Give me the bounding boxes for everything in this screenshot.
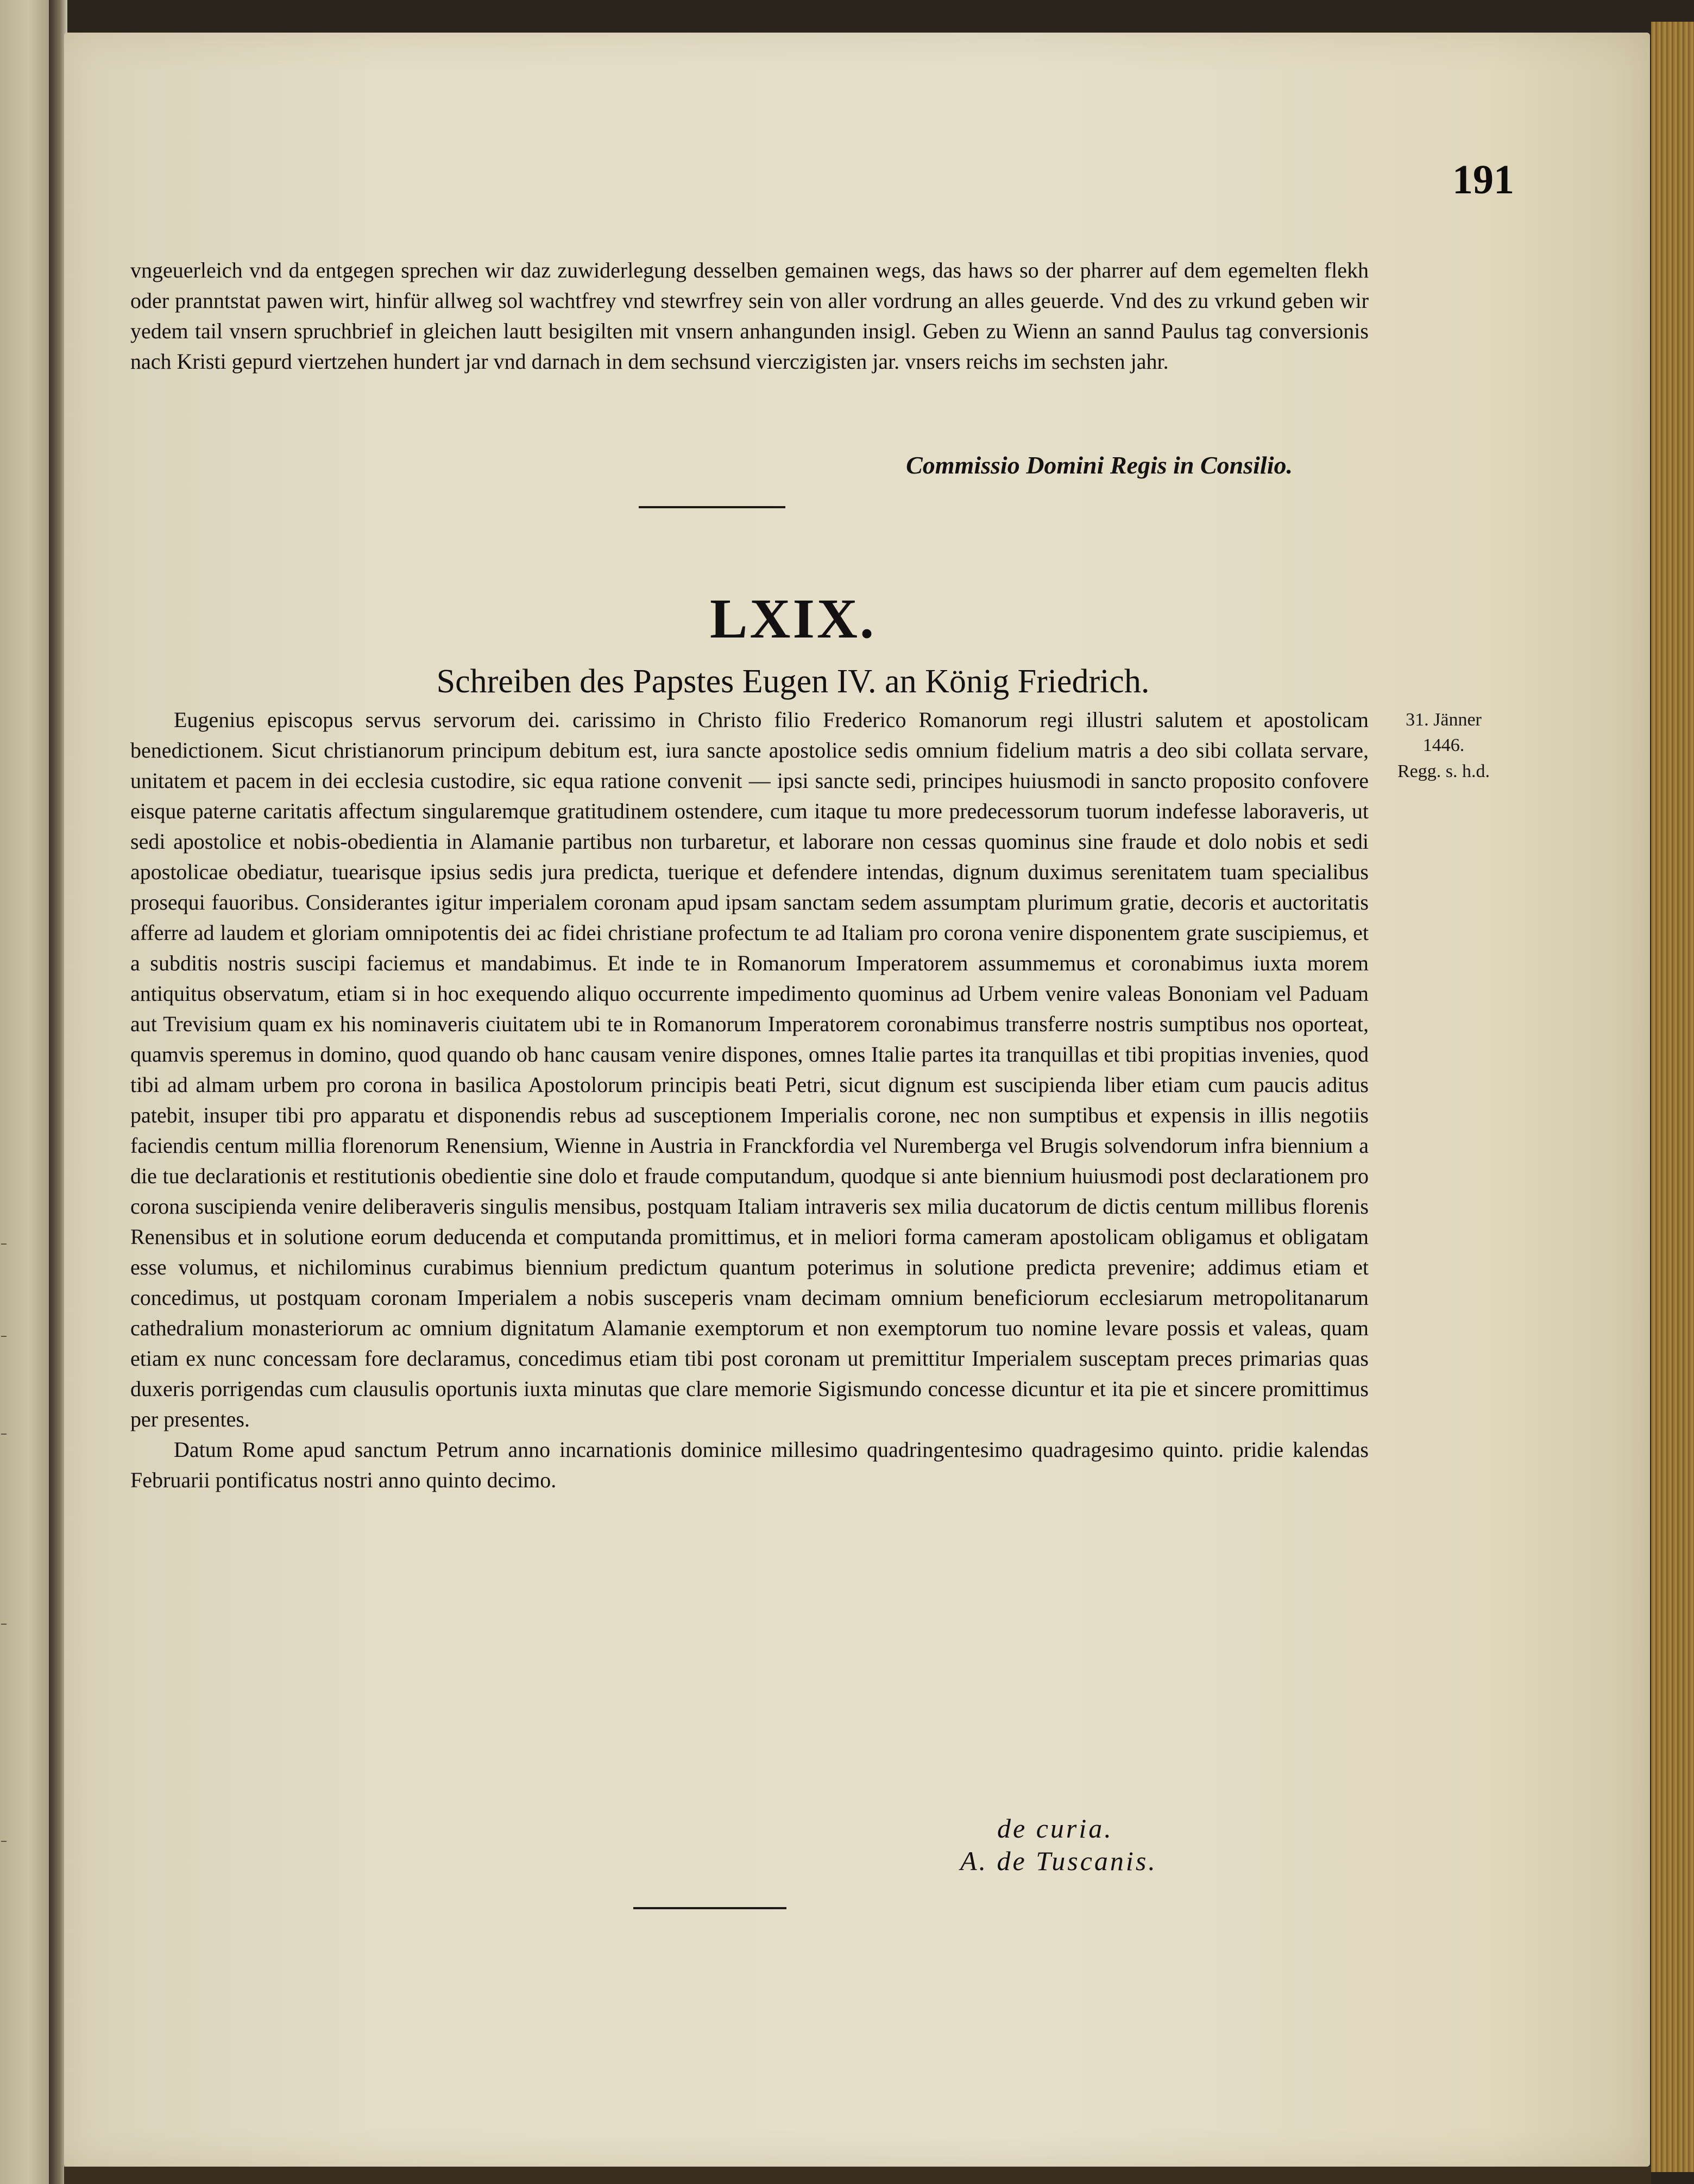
signature-name: A. de Tuscanis. — [960, 1846, 1157, 1876]
edge-mark — [1, 1244, 7, 1245]
page-stack-edge — [1651, 22, 1694, 2172]
margin-source: Regg. s. h.d. — [1397, 761, 1490, 781]
letter-dating: Datum Rome apud sanctum Petrum anno incarnationis dominice millesimo quadringentesimo quadragesimo quinto. pridie kalendas Februarii pontificatus nostri anno quinto decimo. — [130, 1437, 1369, 1492]
edge-mark — [1, 1841, 7, 1842]
page-number: 191 — [1452, 157, 1514, 203]
continuation-paragraph: vngeuerleich vnd da entgegen sprechen wir daz zuwiderlegung desselben gemainen wegs, das haws so der pharrer auf dem egemelten flekh oder pranntstat pawen wirt, hinfür allweg sol wachtfrey vnd stewrfrey sein von aller vordrung an alles geuerde. Vnd des zu vrkund geben wir yedem tail vnsern spruchbrief in gleichen lautt besigilten mit vnsern anhangunden insigl. Geben zu Wienn an sannd Paulus tag conversionis nach Kristi gepurd viertzehen hundert jar vnd darnach in dem sechsund vierczigisten jar. vnsers reichs im sechsten jahr. — [130, 258, 1369, 374]
section-divider-bottom — [633, 1907, 786, 1909]
edge-mark — [1, 1336, 7, 1337]
margin-year: 1446. — [1422, 735, 1465, 755]
letter-body: Eugenius episcopus servus servorum dei. carissimo in Christo filio Frederico Romanorum regi illustri salutem et apostolicam benedictionem. Sicut christianorum principum debitum est, iura sancte apostolice sedis omnium fidelium matris a deo sibi collata servare, unitatem et pacem in dei ecclesia custodire, sic equa ratione convenit — ipsi sancte sedi, principes huiusmodi in sancto proposito confovere eisque paterne caritatis affectum singularemque gratitudinem ostendere, cum itaque tu more predecessorum tuorum indefesse laboraveris, ut sedi apostolice et nobis-obedientia in Alamanie partibus non turbaretur, et laborare non cessas quominus sine fraude et dolo nobis et sedi apostolicae obediatur, tuearisque ipsius sedis jura predicta, tuerique et defendere intendas, dignum duximus serenitatem tuam specialibus prosequi fauoribus. Considerantes igitur imperialem coronam apud ipsam sanctam sedem assumptam plurimum gratie, decoris et auctoritatis afferre ad laudem et gloriam omnipotentis dei ac fidei christiane profectum te ad Italiam pro corona venire disponentem grate suscipiemus, et a subditis nostris suscipi faciemus et mandabimus. Et inde te in Romanorum Imperatorem assummemus et coronabimus iuxta morem antiquitus observatum, etiam si in hoc exequendo aliquo occurrente impedimento quominus ad Urbem venire valeas Bononiam vel Paduam aut Trevisium quam ex his nominaveris ciuitatem ubi te in Romanorum Imperatorem coronabimus transferre nostris sumptibus nos oporteat, quamvis speremus in domino, quod quando ob hanc causam venire dispones, omnes Italie partes ita tranquillas et tibi propitias invenies, quod tibi ad almam urbem pro corona in basilica Apostolorum principis beati Petri, sicut dignum est suscipienda liber etiam cum paucis aditus patebit, insuper tibi pro apparatu et disponendis rebus ad susceptionem Imperialis corone, nec non sumptibus et expensis in illis negotiis faciendis centum millia florenorum Renensium, Wienne in Austria in Franckfordia vel Nuremberga vel Brugis solvendorum infra biennium a die tue declarationis et restitutionis obedientie sine dolo et fraude computandum, quodque si ante biennium huiusmodi post declarationem pro corona suscipienda venire deliberaveris singulis mensibus, postquam Italiam intraveris sex milia ducatorum de dictis centum millibus florenis Renensibus et in solutione eorum deducenda et computanda promittimus, et in meliori forma cameram apostolicam obligamus et obligatam esse volumus, et nichilominus curabimus biennium predictum quantum poterimus in solutione predicta prevenire; addimus etiam et concedimus, ut postquam coronam Imperialem a nobis susceperis vnam decimam omnium beneficiorum ecclesiarum metropolitanarum cathedralium monasteriorum ac omnium dignitatum Alamanie exemptorum et non exemptorum tuo nomine levare possis et valeas, quam etiam ex nunc concessam fore declaramus, concedimus etiam tibi post coronam ut premittitur Imperialem susceptam preces primarias quas duxeris porrigendas cum clausulis oportunis iuxta minutas que clare memorie Sigismundo concesse dicuntur et ita pie et sincere promittimus per presentes. — [130, 708, 1369, 1431]
letter-text-block — [130, 705, 1369, 1495]
edge-mark — [1, 1624, 7, 1625]
facing-page-edge — [0, 0, 52, 2184]
book-page — [64, 33, 1650, 2167]
document-title: Schreiben des Papstes Eugen IV. an König Friedrich. — [436, 663, 1150, 700]
commission-line: Commissio Domini Regis in Consilio. — [906, 451, 1293, 479]
edge-mark — [1, 1434, 7, 1435]
continuation-text-block — [130, 255, 1369, 377]
page-bottom-edge — [64, 2167, 1651, 2184]
signature-curia: de curia. — [997, 1813, 1113, 1844]
margin-date: 31. Jänner — [1406, 710, 1482, 730]
document-number: LXIX. — [709, 588, 877, 650]
section-divider-top — [639, 506, 785, 508]
